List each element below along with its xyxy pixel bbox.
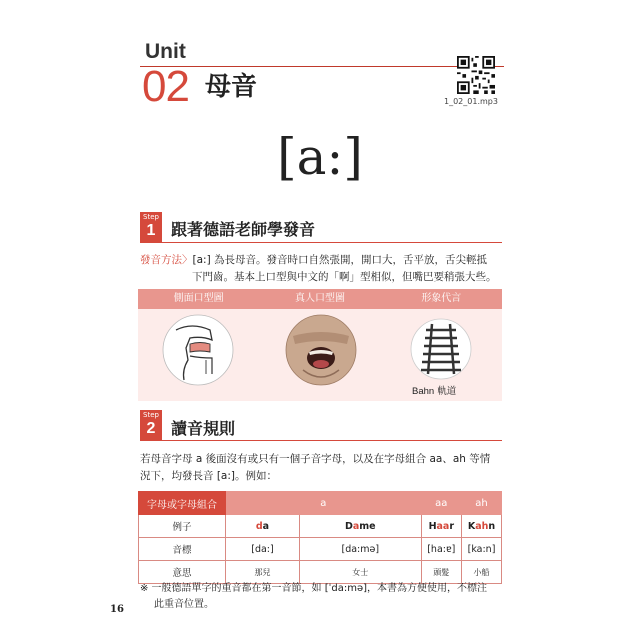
table-row bbox=[139, 538, 502, 561]
header-rule bbox=[140, 66, 504, 67]
step1-badge-number: 1 bbox=[146, 222, 156, 239]
step2-rule bbox=[140, 440, 502, 441]
example-word: da bbox=[226, 515, 300, 538]
step2-badge-word: Step bbox=[143, 411, 159, 419]
meaning-cell: 小船 bbox=[462, 561, 502, 584]
ipa-cell: [ha:ɐ] bbox=[421, 538, 461, 561]
method-text bbox=[140, 252, 504, 269]
railway-track-icon bbox=[410, 318, 472, 380]
mascot-caption bbox=[412, 383, 456, 397]
example-word: Haar bbox=[421, 515, 461, 538]
note-line-1: ※ 一般德語單字的重音都在第一音節，如 [ˈda:mə]，本書為方便使用，不標注 bbox=[140, 583, 488, 594]
image-header-mascot: 形象代言 bbox=[421, 293, 462, 304]
ipa-cell: [da:mə] bbox=[299, 538, 421, 561]
qr-code-icon[interactable] bbox=[457, 56, 495, 94]
table-header-cell: 字母或字母組合 bbox=[139, 492, 226, 515]
step2-badge bbox=[140, 410, 162, 440]
image-header-side: 側面口型圖 bbox=[173, 293, 224, 304]
row-label: 音標 bbox=[139, 538, 226, 561]
method-label: 發音方法〉 bbox=[140, 254, 193, 266]
table-header-cell: ah bbox=[462, 492, 502, 515]
phoneme-title: [a:] bbox=[277, 128, 363, 186]
step2-badge-number: 2 bbox=[146, 420, 156, 437]
step2-title: 讀音規則 bbox=[171, 419, 236, 438]
step1-rule bbox=[140, 242, 502, 243]
examples-table bbox=[138, 491, 502, 584]
unit-number: 02 bbox=[142, 62, 189, 111]
rule-line-2: 況下，均發長音 [a:]。例如： bbox=[140, 470, 278, 482]
page-number: 16 bbox=[110, 604, 124, 615]
example-word: Kahn bbox=[462, 515, 502, 538]
step1-title: 跟著德語老師學發音 bbox=[171, 220, 316, 239]
image-header-bar bbox=[138, 289, 502, 309]
ipa-cell: [ka:n] bbox=[462, 538, 502, 561]
unit-label: Unit bbox=[145, 40, 186, 63]
meaning-cell: 頭髮 bbox=[421, 561, 461, 584]
note-line-2: 此重音位置。 bbox=[154, 599, 214, 610]
example-word: Dame bbox=[299, 515, 421, 538]
step1-badge-word: Step bbox=[143, 213, 159, 221]
method-line-2: 下門齒。基本上口型與中文的「啊」型相似，但嘴巴要稍張大些。 bbox=[192, 271, 497, 283]
rule-line-1: 若母音字母 a 後面沒有或只有一個子音字母，以及在字母組合 aa、ah 等情 bbox=[140, 453, 491, 465]
side-mouth-diagram bbox=[162, 314, 234, 386]
mascot-word: Bahn bbox=[412, 386, 435, 397]
meaning-cell: 女士 bbox=[299, 561, 421, 584]
step1-badge bbox=[140, 212, 162, 242]
row-label: 例子 bbox=[139, 515, 226, 538]
table-header-cell: aa bbox=[421, 492, 461, 515]
image-header-real: 真人口型圖 bbox=[294, 293, 345, 304]
row-label: 意思 bbox=[139, 561, 226, 584]
real-mouth-photo bbox=[285, 314, 357, 386]
unit-title: 母音 bbox=[205, 72, 258, 102]
meaning-cell: 那兒 bbox=[226, 561, 300, 584]
table-header-row bbox=[139, 492, 502, 515]
method-line-1: [a:] 為長母音。發音時口自然張開，開口大，舌平放，舌尖輕抵 bbox=[192, 254, 488, 266]
ipa-cell: [da:] bbox=[226, 538, 300, 561]
table-row bbox=[139, 515, 502, 538]
audio-track-label: 1_02_01.mp3 bbox=[444, 97, 498, 106]
table-header-cell: a bbox=[226, 492, 422, 515]
mascot-meaning: 軌道 bbox=[437, 386, 457, 397]
